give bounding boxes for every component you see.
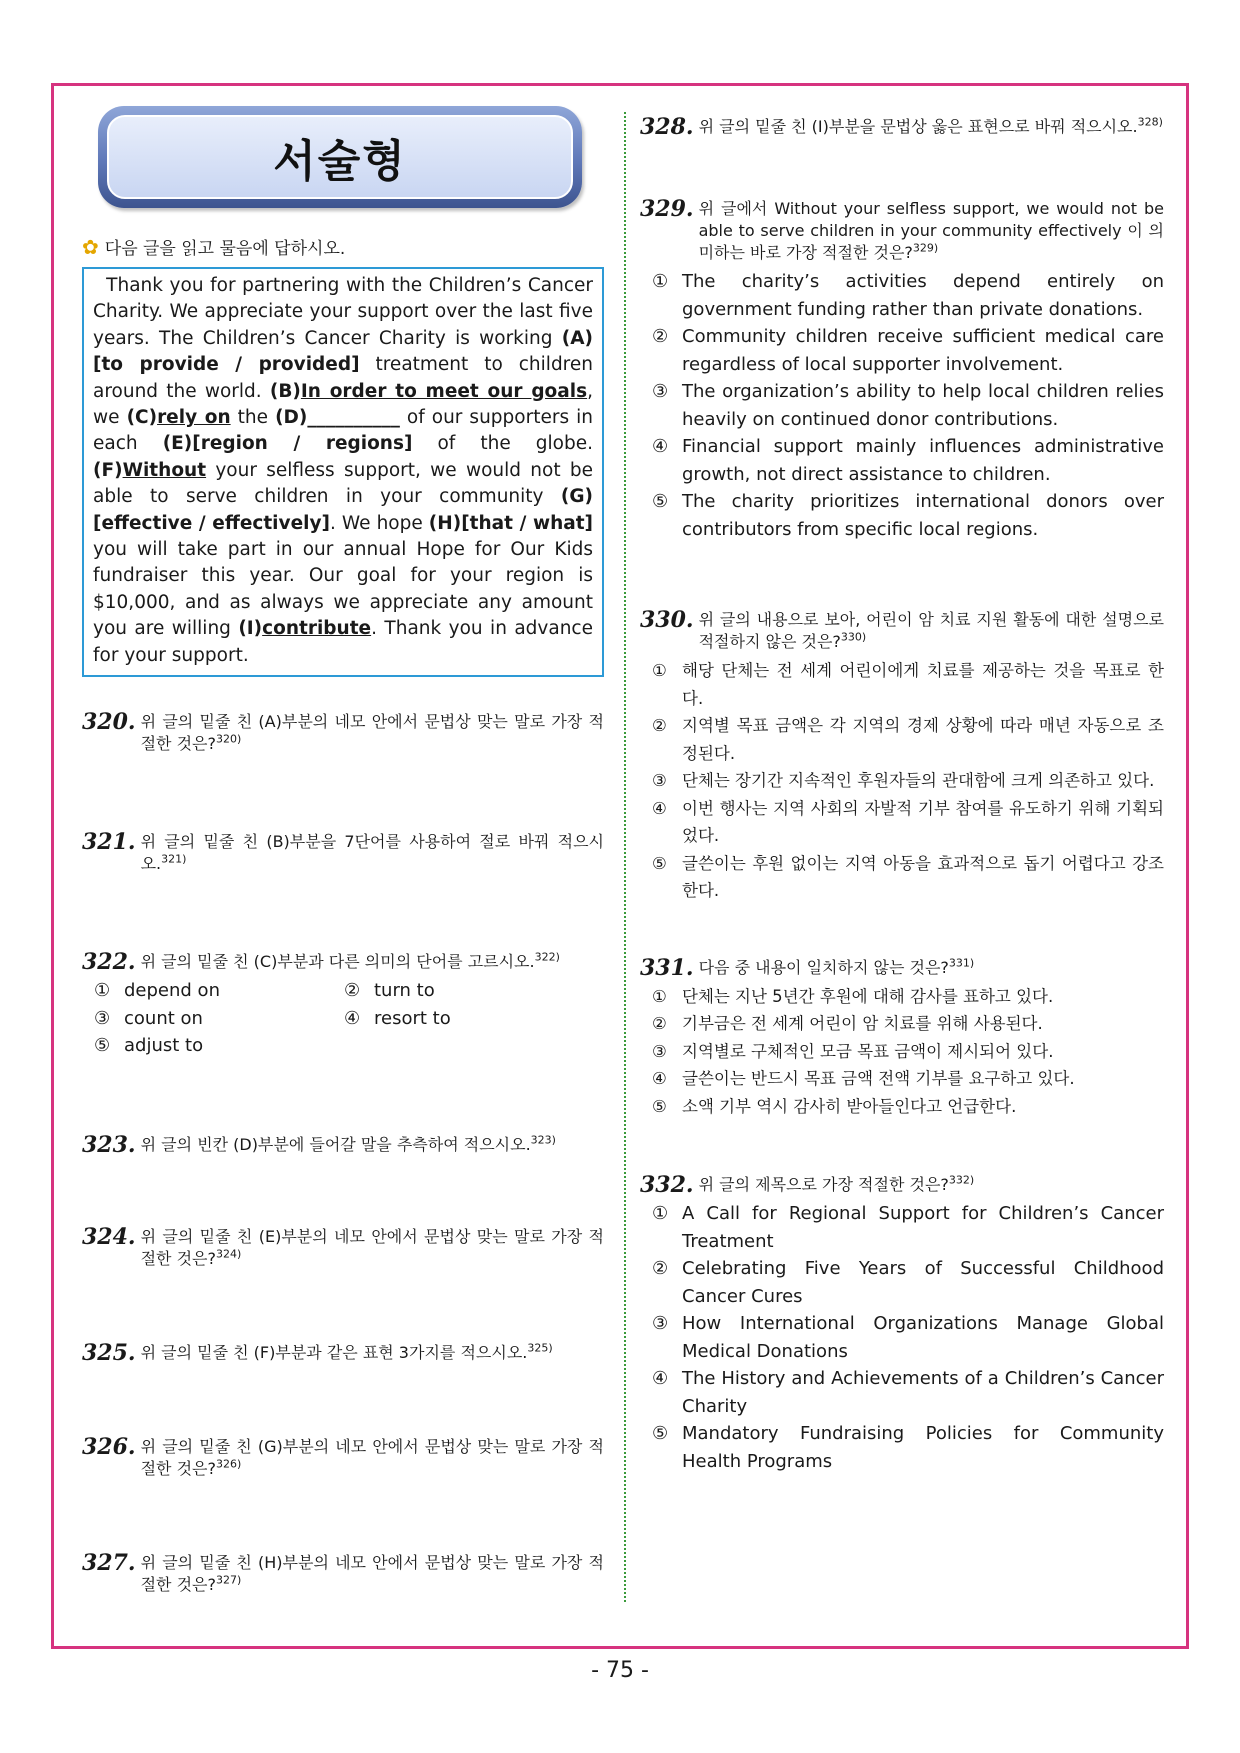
- option-text: depend on: [124, 980, 220, 1002]
- option[interactable]: [652, 657, 1164, 712]
- option-number: ①: [94, 980, 111, 1002]
- option-text: Mandatory Fundraising Policies for Community Health Programs: [682, 1423, 1164, 1472]
- footnote-ref: 326): [216, 1457, 242, 1471]
- option[interactable]: [344, 1005, 584, 1033]
- passage-marker-g: (G)[effective / effectively]: [93, 486, 593, 534]
- passage-text: you will take part in our annual Hope for Our Kids fundraiser this year. Our goal for your region is $10,000, and as always we appreciate any amount you are willing: [93, 539, 593, 640]
- instruction-text: 다음 글을 읽고 물음에 답하시오.: [104, 239, 346, 259]
- option-number: ①: [652, 271, 669, 292]
- option-number: ③: [652, 381, 669, 402]
- question-text: 위 글의 밑줄 친 (C)부분과 다른 의미의 단어를 고르시오.: [140, 952, 535, 972]
- passage-text: of the globe.: [412, 433, 593, 455]
- passage-text: Thank you for partnering with the Children’s Cancer Charity. We appreciate your support over the last five years. The Children’s Cancer Charity is working: [93, 275, 593, 349]
- option[interactable]: [344, 977, 584, 1005]
- option-text: The History and Achievements of a Children’s Cancer Charity: [682, 1368, 1164, 1417]
- option-text: 기부금은 전 세계 어린이 암 치료를 위해 사용된다.: [682, 1014, 1043, 1033]
- marker-underline: rely on: [157, 407, 231, 429]
- instruction: [82, 234, 604, 259]
- footnote-ref: 325): [527, 1341, 553, 1355]
- footnote-ref: 332): [948, 1173, 975, 1187]
- question-327: [82, 1549, 604, 1596]
- question-325: [82, 1339, 604, 1366]
- question-323: [82, 1131, 604, 1158]
- option[interactable]: [652, 268, 1164, 323]
- marker-label: (C): [126, 407, 158, 429]
- option-text: Celebrating Five Years of Successful Childhood Cancer Cures: [682, 1258, 1164, 1307]
- footnote-ref: 327): [216, 1573, 242, 1587]
- option-text: 지역별로 구체적인 모금 목표 금액이 제시되어 있다.: [682, 1041, 1054, 1061]
- options-330: [652, 657, 1164, 905]
- question-326: [82, 1433, 604, 1480]
- question-number: 321.: [82, 829, 136, 856]
- passage-marker-c: [127, 407, 231, 428]
- option[interactable]: [652, 1038, 1164, 1066]
- question-text: 위 글의 밑줄 친 (F)부분과 같은 표현 3가지를 적으시오.: [140, 1342, 528, 1362]
- question-text: 위 글의 밑줄 친 (I)부분을 문법상 옳은 표현으로 바꿔 적으시오.: [698, 117, 1138, 136]
- option-number: ②: [652, 1014, 667, 1033]
- option-number: ①: [652, 1203, 669, 1224]
- question-330: [640, 609, 1164, 905]
- option[interactable]: [94, 1005, 344, 1033]
- options-332: [652, 1200, 1164, 1475]
- question-number: 323.: [82, 1131, 136, 1158]
- passage-text: . Thank you in advance for your support.: [93, 618, 593, 666]
- question-number: 322.: [82, 949, 136, 976]
- option-text: The organization’s ability to help local children relies heavily on continued donor contributions.: [682, 381, 1164, 430]
- question-number: 330.: [640, 607, 694, 633]
- option[interactable]: [652, 1420, 1164, 1475]
- title-banner: [98, 106, 582, 208]
- option[interactable]: [652, 1010, 1164, 1038]
- question-331: [640, 954, 1164, 1121]
- footnote-ref: 328): [1137, 115, 1163, 129]
- option[interactable]: [652, 983, 1164, 1011]
- passage-text: . We hope: [329, 512, 429, 534]
- footnote-ref: 324): [216, 1247, 242, 1261]
- right-column: [640, 106, 1164, 1475]
- footnote-ref: 323): [530, 1133, 556, 1147]
- question-number: 325.: [82, 1339, 136, 1366]
- question-text: 위 글의 밑줄 친 (A)부분의 네모 안에서 문법상 맞는 말로 가장 적절한 것은?: [140, 712, 604, 754]
- option[interactable]: [652, 712, 1164, 767]
- option-number: ②: [652, 326, 669, 347]
- footnote-ref: 320): [216, 732, 242, 746]
- question-321: [82, 831, 604, 875]
- footnote-ref: 322): [534, 950, 560, 964]
- passage-marker-a: (A)[to provide / provided]: [93, 327, 593, 376]
- option[interactable]: [652, 433, 1164, 488]
- option[interactable]: [94, 977, 344, 1005]
- question-324: [82, 1223, 604, 1270]
- option-text: 지역별 목표 금액은 각 지역의 경제 상황에 따라 매년 자동으로 조정된다.: [682, 716, 1164, 763]
- passage-text: of our supporters in each: [93, 407, 593, 455]
- option[interactable]: [652, 378, 1164, 433]
- options-329: [652, 268, 1164, 543]
- option-text: resort to: [374, 1007, 451, 1029]
- marker-label: (B): [269, 380, 301, 402]
- question-text: 위 글의 밑줄 친 (B)부분을 7단어를 사용하여 절로 바꿔 적으시오.: [140, 832, 604, 874]
- option-number: ⑤: [652, 1096, 667, 1116]
- option-text: The charity’s activities depend entirely on government funding rather than private donations.: [682, 271, 1164, 320]
- option[interactable]: [652, 488, 1164, 543]
- option-text: Community children receive sufficient medical care regardless of local supporter involvement.: [682, 326, 1164, 375]
- footnote-ref: 329): [912, 241, 939, 255]
- option-number: ④: [652, 798, 667, 818]
- passage-text: , we: [93, 380, 593, 429]
- option-text: Financial support mainly influences administrative growth, not direct assistance to children.: [682, 436, 1164, 485]
- option-number: ①: [652, 986, 667, 1006]
- section-title: 서술형: [273, 136, 407, 187]
- marker-underline: Without: [122, 459, 207, 481]
- option-number: ⑤: [94, 1035, 111, 1057]
- passage-marker-b: [270, 381, 587, 402]
- option[interactable]: [652, 1310, 1164, 1365]
- option[interactable]: [652, 795, 1164, 850]
- question-text: 다음 중 내용이 일치하지 않는 것은?: [698, 957, 949, 977]
- passage-marker-e: (E)[region / regions]: [162, 433, 413, 455]
- option-number: ②: [344, 980, 361, 1002]
- question-number: 329.: [640, 196, 694, 222]
- option[interactable]: [652, 1093, 1164, 1121]
- option-text: 글쓴이는 반드시 목표 금액 전액 기부를 요구하고 있다.: [682, 1069, 1075, 1088]
- option-text: 글쓴이는 후원 없이는 지역 아동을 효과적으로 돕기 어렵다고 강조한다.: [682, 853, 1164, 900]
- question-number: 324.: [82, 1223, 136, 1250]
- footnote-ref: 330): [840, 630, 867, 644]
- option-text: How International Organizations Manage Global Medical Donations: [682, 1313, 1164, 1362]
- passage-marker-h: (H)[that / what]: [428, 512, 594, 534]
- option[interactable]: [652, 323, 1164, 378]
- question-text: 위 글의 빈칸 (D)부분에 들어갈 말을 추측하여 적으시오.: [140, 1134, 531, 1154]
- question-number: 331.: [640, 954, 694, 981]
- option-text: The charity prioritizes international donors over contributors from specific local regions.: [682, 491, 1164, 540]
- reading-passage: [82, 267, 604, 677]
- option-text: 단체는 장기간 지속적인 후원자들의 관대함에 크게 의존하고 있다.: [682, 771, 1155, 790]
- options-331: [652, 983, 1164, 1121]
- option-text: A Call for Regional Support for Children’s Cancer Treatment: [682, 1203, 1164, 1252]
- question-text: 위 글의 밑줄 친 (G)부분의 네모 안에서 문법상 맞는 말로 가장 적절한 것은?: [140, 1436, 604, 1478]
- question-text: 위 글의 밑줄 친 (H)부분의 네모 안에서 문법상 맞는 말로 가장 적절한 것은?: [140, 1552, 604, 1594]
- marker-underline: In order to meet our goals: [300, 380, 588, 402]
- marker-label: (F): [93, 459, 123, 481]
- question-322: [82, 951, 604, 1060]
- options-322: [94, 977, 604, 1060]
- passage-text: the: [230, 407, 276, 429]
- option-number: ④: [652, 1368, 669, 1389]
- option-number: ②: [652, 716, 667, 735]
- option-text: count on: [124, 1007, 203, 1029]
- option-text: 해당 단체는 전 세계 어린이에게 치료를 제공하는 것을 목표로 한다.: [682, 661, 1164, 708]
- option-number: ①: [652, 661, 667, 680]
- passage-marker-f: [93, 460, 206, 481]
- option-number: ③: [652, 1041, 667, 1061]
- passage-text: treatment to children around the world.: [93, 354, 593, 402]
- passage-marker-d: (D)__________: [275, 407, 400, 429]
- option[interactable]: [94, 1032, 344, 1060]
- option-number: ④: [652, 1069, 667, 1088]
- marker-label: (I): [238, 618, 263, 640]
- option[interactable]: [652, 1065, 1164, 1093]
- option-text: 단체는 지난 5년간 후원에 대해 감사를 표하고 있다.: [682, 986, 1054, 1006]
- question-text: 위 글의 밑줄 친 (E)부분의 네모 안에서 문법상 맞는 말로 가장 적절한 것은?: [140, 1226, 604, 1268]
- question-320: [82, 711, 604, 755]
- option-text: 이번 행사는 지역 사회의 자발적 기부 참여를 유도하기 위해 기획되었다.: [682, 798, 1164, 845]
- option-text: adjust to: [124, 1035, 204, 1057]
- question-329: [640, 198, 1164, 543]
- question-text: 위 글의 제목으로 가장 적절한 것은?: [698, 1175, 949, 1194]
- option-number: ④: [344, 1007, 361, 1029]
- option-number: ⑤: [652, 491, 669, 512]
- option-number: ②: [652, 1258, 669, 1279]
- option[interactable]: [652, 1255, 1164, 1310]
- option-number: ⑤: [652, 1423, 669, 1444]
- flower-icon: ✿: [82, 234, 99, 259]
- question-number: 327.: [82, 1549, 136, 1576]
- footnote-ref: 331): [948, 956, 975, 970]
- page-number: - 75 -: [591, 1658, 649, 1683]
- option[interactable]: [652, 767, 1164, 795]
- option[interactable]: [652, 1200, 1164, 1255]
- question-number: 328.: [640, 114, 694, 140]
- option-text: 소액 기부 역시 감사히 받아들인다고 언급한다.: [682, 1096, 1017, 1116]
- question-number: 326.: [82, 1433, 136, 1460]
- footnote-ref: 321): [161, 852, 187, 866]
- question-332: [640, 1174, 1164, 1475]
- left-column: [82, 106, 604, 1596]
- option-number: ③: [652, 1313, 669, 1334]
- option[interactable]: [652, 1365, 1164, 1420]
- question-328: [640, 116, 1164, 138]
- passage-marker-i: [238, 618, 371, 639]
- question-number: 332.: [640, 1172, 694, 1198]
- passage-text: your selfless support, we would not be able to serve children in your community: [93, 459, 593, 508]
- marker-underline: contribute: [262, 618, 372, 640]
- option[interactable]: [652, 850, 1164, 905]
- question-text: 위 글에서 Without your selfless support, we would not be able to serve children in your community effectively 이 의미하는 바로 가장 적절한 것은?: [698, 199, 1164, 262]
- option-number: ③: [94, 1007, 111, 1029]
- option-number: ③: [652, 771, 667, 790]
- option-text: turn to: [374, 980, 435, 1002]
- option-number: ④: [652, 436, 669, 457]
- question-number: 320.: [82, 709, 136, 736]
- question-text: 위 글의 내용으로 보아, 어린이 암 치료 지원 활동에 대한 설명으로 적절하지 않은 것은?: [698, 610, 1164, 651]
- option-number: ⑤: [652, 853, 667, 873]
- title-banner-inner: [107, 115, 573, 199]
- column-divider: [624, 112, 626, 1602]
